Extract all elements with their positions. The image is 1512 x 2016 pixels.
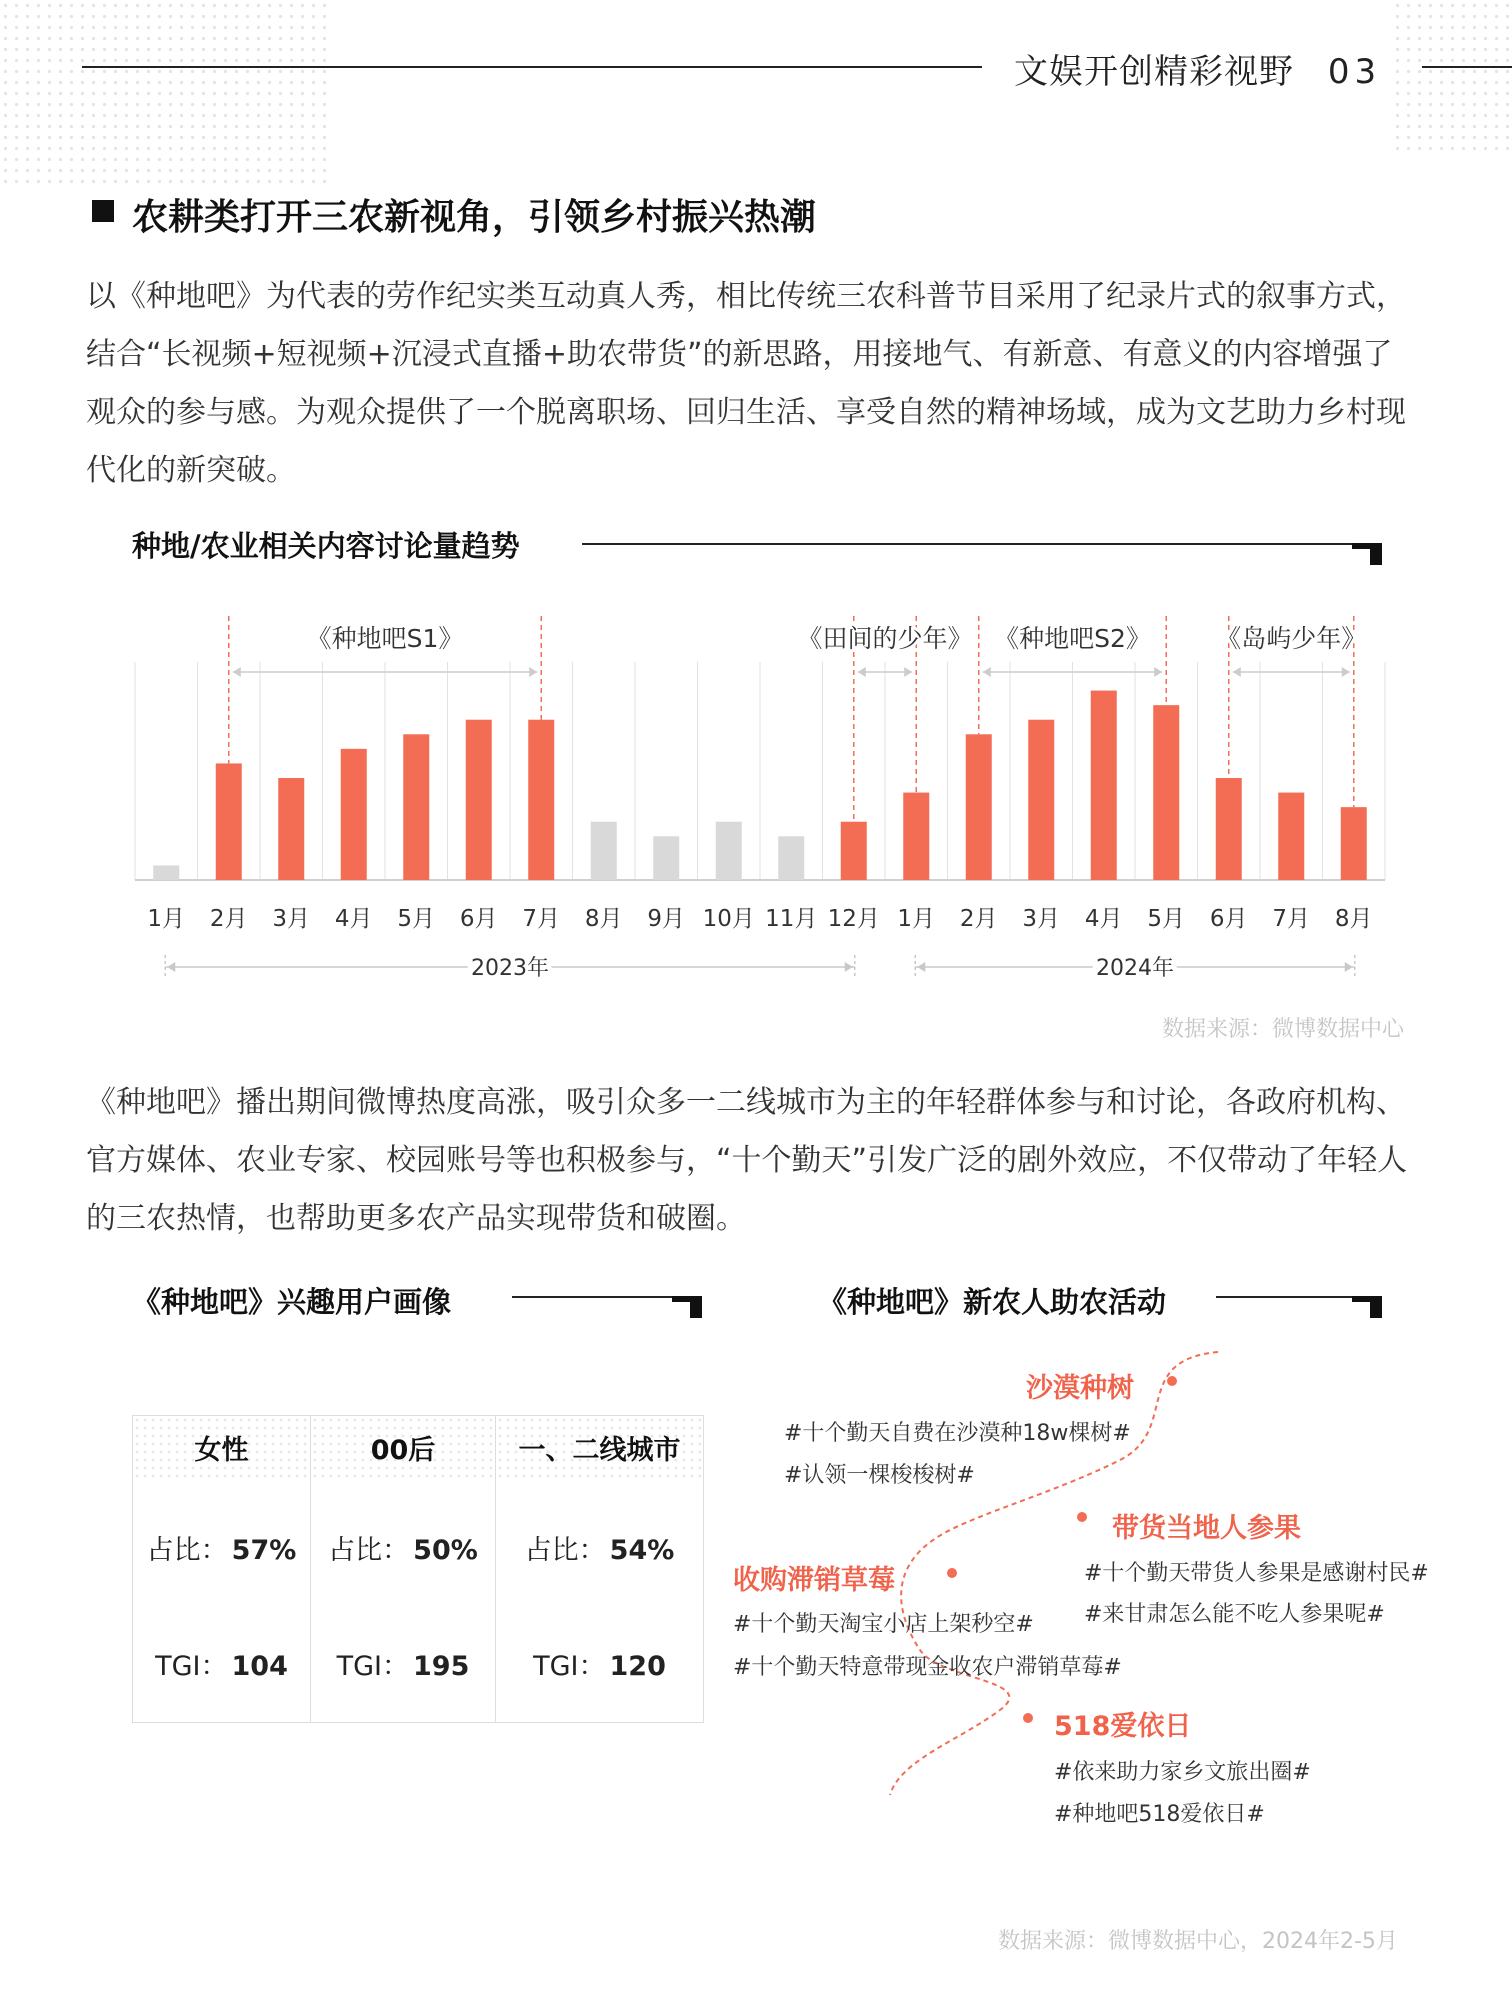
bar — [278, 778, 304, 880]
activity-tag: #十个勤天淘宝小店上架秒空# — [733, 1612, 1034, 1637]
tgi-label: TGI： — [336, 1651, 409, 1682]
annotation-arrow-left — [858, 667, 866, 677]
annotation-arrow-left — [983, 667, 991, 677]
year-label: 2023年 — [471, 956, 549, 981]
portrait-column-tier1-2 — [496, 1416, 703, 1722]
footer-source: 数据来源：微博数据中心，2024年2-5月 — [998, 1929, 1398, 1954]
tgi-label: TGI： — [533, 1651, 606, 1682]
header-dot-pattern-right — [1392, 0, 1512, 150]
annotation-label: 《种地吧S1》 — [306, 624, 464, 653]
bar — [528, 720, 554, 880]
bar — [403, 734, 429, 880]
activity-title: 沙漠种树 — [1026, 1373, 1134, 1404]
annotation-arrow-right — [1342, 667, 1350, 677]
annotation-label: 《种地吧S2》 — [994, 624, 1151, 653]
tgi-value: 195 — [413, 1651, 470, 1682]
x-tick-label: 4月 — [1084, 906, 1123, 932]
year-arrow-right — [1345, 962, 1353, 972]
activity-tag: #十个勤天自费在沙漠种18w棵树# — [784, 1421, 1131, 1446]
chart-source: 数据来源：微博数据中心 — [1162, 1017, 1405, 1042]
activity-node-dot — [1023, 1713, 1033, 1723]
section-bullet-icon — [92, 200, 114, 222]
x-tick-label: 3月 — [272, 906, 311, 932]
x-tick-label: 2月 — [209, 906, 248, 932]
annotation-arrow-right — [904, 667, 912, 677]
portrait-column-female — [133, 1416, 311, 1722]
bar — [1153, 705, 1179, 880]
x-tick-label: 1月 — [897, 906, 936, 932]
bar — [1091, 691, 1117, 880]
portrait-col-head: 00后 — [311, 1416, 495, 1478]
portrait-tgi — [496, 1644, 703, 1683]
activity-tag: #认领一棵梭梭树# — [784, 1463, 975, 1488]
header-rule-right — [1422, 66, 1512, 68]
bar — [841, 822, 867, 880]
chart-title-corner-top — [1352, 543, 1382, 549]
share-value: 50% — [413, 1535, 478, 1566]
x-tick-label: 1月 — [147, 906, 186, 932]
x-tick-label: 9月 — [647, 906, 686, 932]
header-dot-pattern — [0, 0, 330, 190]
portrait-share — [133, 1528, 310, 1567]
portrait-title-corner-top — [672, 1296, 702, 1302]
x-tick-label: 11月 — [765, 906, 818, 932]
activity-title: 带货当地人参果 — [1112, 1513, 1301, 1544]
year-arrow-left — [167, 962, 175, 972]
share-value: 54% — [609, 1535, 675, 1566]
bar — [216, 763, 242, 880]
tgi-label: TGI： — [155, 1651, 228, 1682]
annotation-arrow-left — [1233, 667, 1241, 677]
portrait-column-00s — [311, 1416, 496, 1722]
x-tick-label: 5月 — [397, 906, 436, 932]
x-tick-label: 7月 — [522, 906, 561, 932]
bar — [1028, 720, 1054, 880]
year-label: 2024年 — [1096, 956, 1174, 981]
share-label: 占比： — [146, 1535, 228, 1566]
x-tick-label: 4月 — [334, 906, 373, 932]
annotation-label: 《田间的少年》 — [797, 624, 973, 653]
chart-title-rule — [582, 543, 1382, 545]
x-tick-label: 7月 — [1272, 906, 1311, 932]
x-tick-label: 5月 — [1147, 906, 1186, 932]
bar — [1216, 778, 1242, 880]
activity-node-dot — [1167, 1376, 1177, 1386]
user-portrait-table — [132, 1415, 704, 1723]
bar — [341, 749, 367, 880]
annotation-arrow-left — [233, 667, 241, 677]
x-tick-label: 6月 — [459, 906, 498, 932]
activity-tag: #十个勤天特意带现金收农户滞销草莓# — [733, 1655, 1122, 1680]
bar — [653, 836, 679, 880]
year-arrow-right — [845, 962, 853, 972]
year-arrow-left — [917, 962, 925, 972]
x-tick-label: 8月 — [584, 906, 623, 932]
annotation-arrow-right — [1154, 667, 1162, 677]
portrait-tgi — [133, 1644, 310, 1683]
x-tick-label: 3月 — [1022, 906, 1061, 932]
bar — [153, 865, 179, 880]
activity-title: 518爱依日 — [1054, 1711, 1192, 1742]
share-label: 占比： — [328, 1535, 410, 1566]
tgi-value: 104 — [231, 1651, 288, 1682]
bar — [1341, 807, 1367, 880]
intro-paragraph: 以《种地吧》为代表的劳作纪实类互动真人秀，相比传统三农科普节目采用了纪录片式的叙事方式，结合“长视频+短视频+沉浸式直播+助农带货”的新思路，用接地气、有新意、有意义的内容增强了观众的参与感。为观众提供了一个脱离职场、回归生活、享受自然的精神场域，成为文艺助力乡村现代化的新突破。 — [86, 279, 1406, 488]
chart-title: 种地/农业相关内容讨论量趋势 — [132, 529, 520, 563]
x-tick-label: 6月 — [1209, 906, 1248, 932]
bar — [716, 822, 742, 880]
portrait-share — [496, 1528, 703, 1567]
activity-tag: #依来助力家乡文旅出圈# — [1054, 1760, 1311, 1785]
portrait-tgi — [311, 1644, 495, 1683]
activities-title: 《种地吧》新农人助农活动 — [818, 1285, 1167, 1319]
share-value: 57% — [231, 1535, 297, 1566]
activity-tag: #十个勤天带货人参果是感谢村民# — [1084, 1561, 1429, 1586]
annotation-arrow-right — [529, 667, 537, 677]
trend-bar-chart — [0, 580, 1512, 1000]
activities-title-corner-top — [1352, 1296, 1382, 1302]
activity-node-dot — [1077, 1512, 1087, 1522]
header-rule-left — [82, 66, 982, 68]
activity-title: 收购滞销草莓 — [733, 1565, 895, 1596]
header-title: 文娱开创精彩视野 — [1014, 52, 1294, 92]
x-tick-label: 8月 — [1334, 906, 1373, 932]
portrait-title: 《种地吧》兴趣用户画像 — [132, 1285, 452, 1319]
x-tick-label: 12月 — [827, 906, 880, 932]
annotation-label: 《岛屿少年》 — [1216, 624, 1367, 653]
x-tick-label: 10月 — [702, 906, 755, 932]
portrait-col-head: 一、二线城市 — [496, 1416, 703, 1478]
bar — [466, 720, 492, 880]
bar — [903, 793, 929, 880]
x-tick-label: 2月 — [959, 906, 998, 932]
bar — [1278, 793, 1304, 880]
bar — [591, 822, 617, 880]
activity-tag: #来甘肃怎么能不吃人参果呢# — [1084, 1602, 1385, 1627]
second-paragraph: 《种地吧》播出期间微博热度高涨，吸引众多一二线城市为主的年轻群体参与和讨论，各政府机构、官方媒体、农业专家、校园账号等也积极参与，“十个勤天”引发广泛的剧外效应，不仅带动了年轻人的三农热情，也帮助更多农产品实现带货和破圈。 — [86, 1085, 1408, 1236]
section-title: 农耕类打开三农新视角，引领乡村振兴热潮 — [132, 197, 817, 238]
bar — [966, 734, 992, 880]
activity-tag: #种地吧518爱依日# — [1054, 1802, 1265, 1827]
share-label: 占比： — [524, 1535, 606, 1566]
page-number: 03 — [1327, 52, 1382, 92]
activity-node-dot — [947, 1568, 957, 1578]
portrait-share — [311, 1528, 495, 1567]
portrait-col-head: 女性 — [133, 1416, 310, 1478]
page-header — [1008, 44, 1387, 93]
tgi-value: 120 — [609, 1651, 666, 1682]
bar — [778, 836, 804, 880]
